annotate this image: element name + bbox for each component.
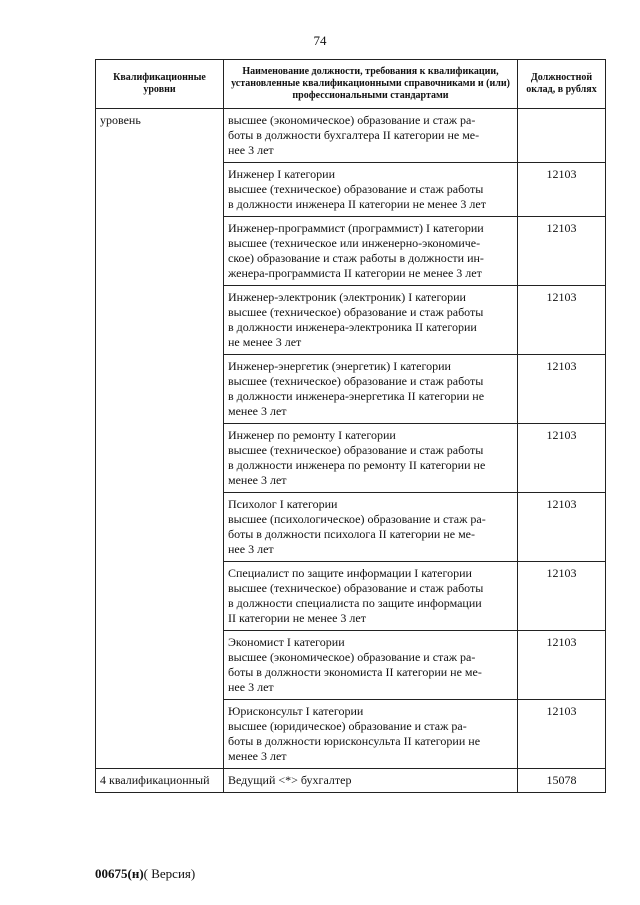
table-header-row bbox=[96, 60, 606, 109]
position-cell bbox=[224, 493, 518, 562]
requirement-text: высшее (юридическое) образование и стаж ра- боты в должности юрисконсульта II категории не менее 3 лет bbox=[228, 719, 481, 763]
salary-cell: 12103 bbox=[518, 217, 606, 286]
salary-cell: 12103 bbox=[518, 562, 606, 631]
position-title: Инженер-программист (программист) I категории bbox=[228, 221, 484, 235]
requirement-text: высшее (экономическое) образование и стаж ра- боты в должности бухгалтера II категории не ме- нее 3 лет bbox=[228, 113, 480, 157]
requirement-text: высшее (техническое) образование и стаж работы в должности инженера-электроника II категории не менее 3 лет bbox=[228, 305, 484, 349]
salary-cell: 15078 bbox=[518, 769, 606, 793]
table-row-continuation bbox=[96, 109, 606, 163]
position-cell bbox=[224, 286, 518, 355]
requirement-text: высшее (техническое) образование и стаж работы в должности инженера-энергетика II категории не менее 3 лет bbox=[228, 374, 485, 418]
position-title: Юрисконсульт I категории bbox=[228, 704, 364, 718]
position-title: Инженер I категории bbox=[228, 167, 335, 181]
level-cell: 4 квалификационный bbox=[96, 769, 224, 793]
position-cell bbox=[224, 163, 518, 217]
position-cell bbox=[224, 562, 518, 631]
salary-cell: 12103 bbox=[518, 163, 606, 217]
qualification-table bbox=[95, 59, 606, 793]
position-cell bbox=[224, 355, 518, 424]
position-title: Ведущий <*> бухгалтер bbox=[224, 769, 518, 793]
position-title: Инженер-электроник (электроник) I категории bbox=[228, 290, 466, 304]
position-cell bbox=[224, 217, 518, 286]
page-number: 74 bbox=[313, 33, 327, 48]
level-cell: уровень bbox=[96, 109, 224, 769]
position-title: Инженер-энергетик (энергетик) I категории bbox=[228, 359, 451, 373]
requirement-text: высшее (техническое или инженерно-экономиче- ское) образование и стаж работы в должности ин- женера-программиста II категории не менее 3 лет bbox=[228, 236, 484, 280]
salary-cell: 12103 bbox=[518, 700, 606, 769]
salary-cell-empty bbox=[518, 109, 606, 163]
salary-cell: 12103 bbox=[518, 424, 606, 493]
position-title: Психолог I категории bbox=[228, 497, 338, 511]
salary-cell: 12103 bbox=[518, 631, 606, 700]
position-title: Специалист по защите информации I категории bbox=[228, 566, 472, 580]
requirement-text: высшее (техническое) образование и стаж работы в должности инженера II категории не менее 3 лет bbox=[228, 182, 486, 211]
document-version: ( Версия) bbox=[143, 866, 196, 881]
header-salary: Должностной оклад, в рублях bbox=[518, 60, 606, 109]
position-cell bbox=[224, 631, 518, 700]
position-title: Инженер по ремонту I категории bbox=[228, 428, 396, 442]
position-cell bbox=[224, 424, 518, 493]
continuation-requirement bbox=[224, 109, 518, 163]
requirement-text: высшее (психологическое) образование и стаж ра- боты в должности психолога II категории не ме- нее 3 лет bbox=[228, 512, 486, 556]
header-level: Квалификационные уровни bbox=[96, 60, 224, 109]
header-name: Наименование должности, требования к квалификации, установленные квалификационными справочниками и (или) профессиональными стандартами bbox=[224, 60, 518, 109]
requirement-text: высшее (техническое) образование и стаж работы в должности специалиста по защите информации II категории не менее 3 лет bbox=[228, 581, 484, 625]
requirement-text: высшее (техническое) образование и стаж работы в должности инженера по ремонту II категории не менее 3 лет bbox=[228, 443, 486, 487]
salary-cell: 12103 bbox=[518, 493, 606, 562]
position-title: Экономист I категории bbox=[228, 635, 345, 649]
salary-cell: 12103 bbox=[518, 355, 606, 424]
document-code: 00675(н) bbox=[95, 866, 144, 881]
salary-cell: 12103 bbox=[518, 286, 606, 355]
document-footer bbox=[95, 866, 195, 882]
table-row-last bbox=[96, 769, 606, 793]
position-cell bbox=[224, 700, 518, 769]
requirement-text: высшее (экономическое) образование и стаж ра- боты в должности экономиста II категории не ме- нее 3 лет bbox=[228, 650, 482, 694]
